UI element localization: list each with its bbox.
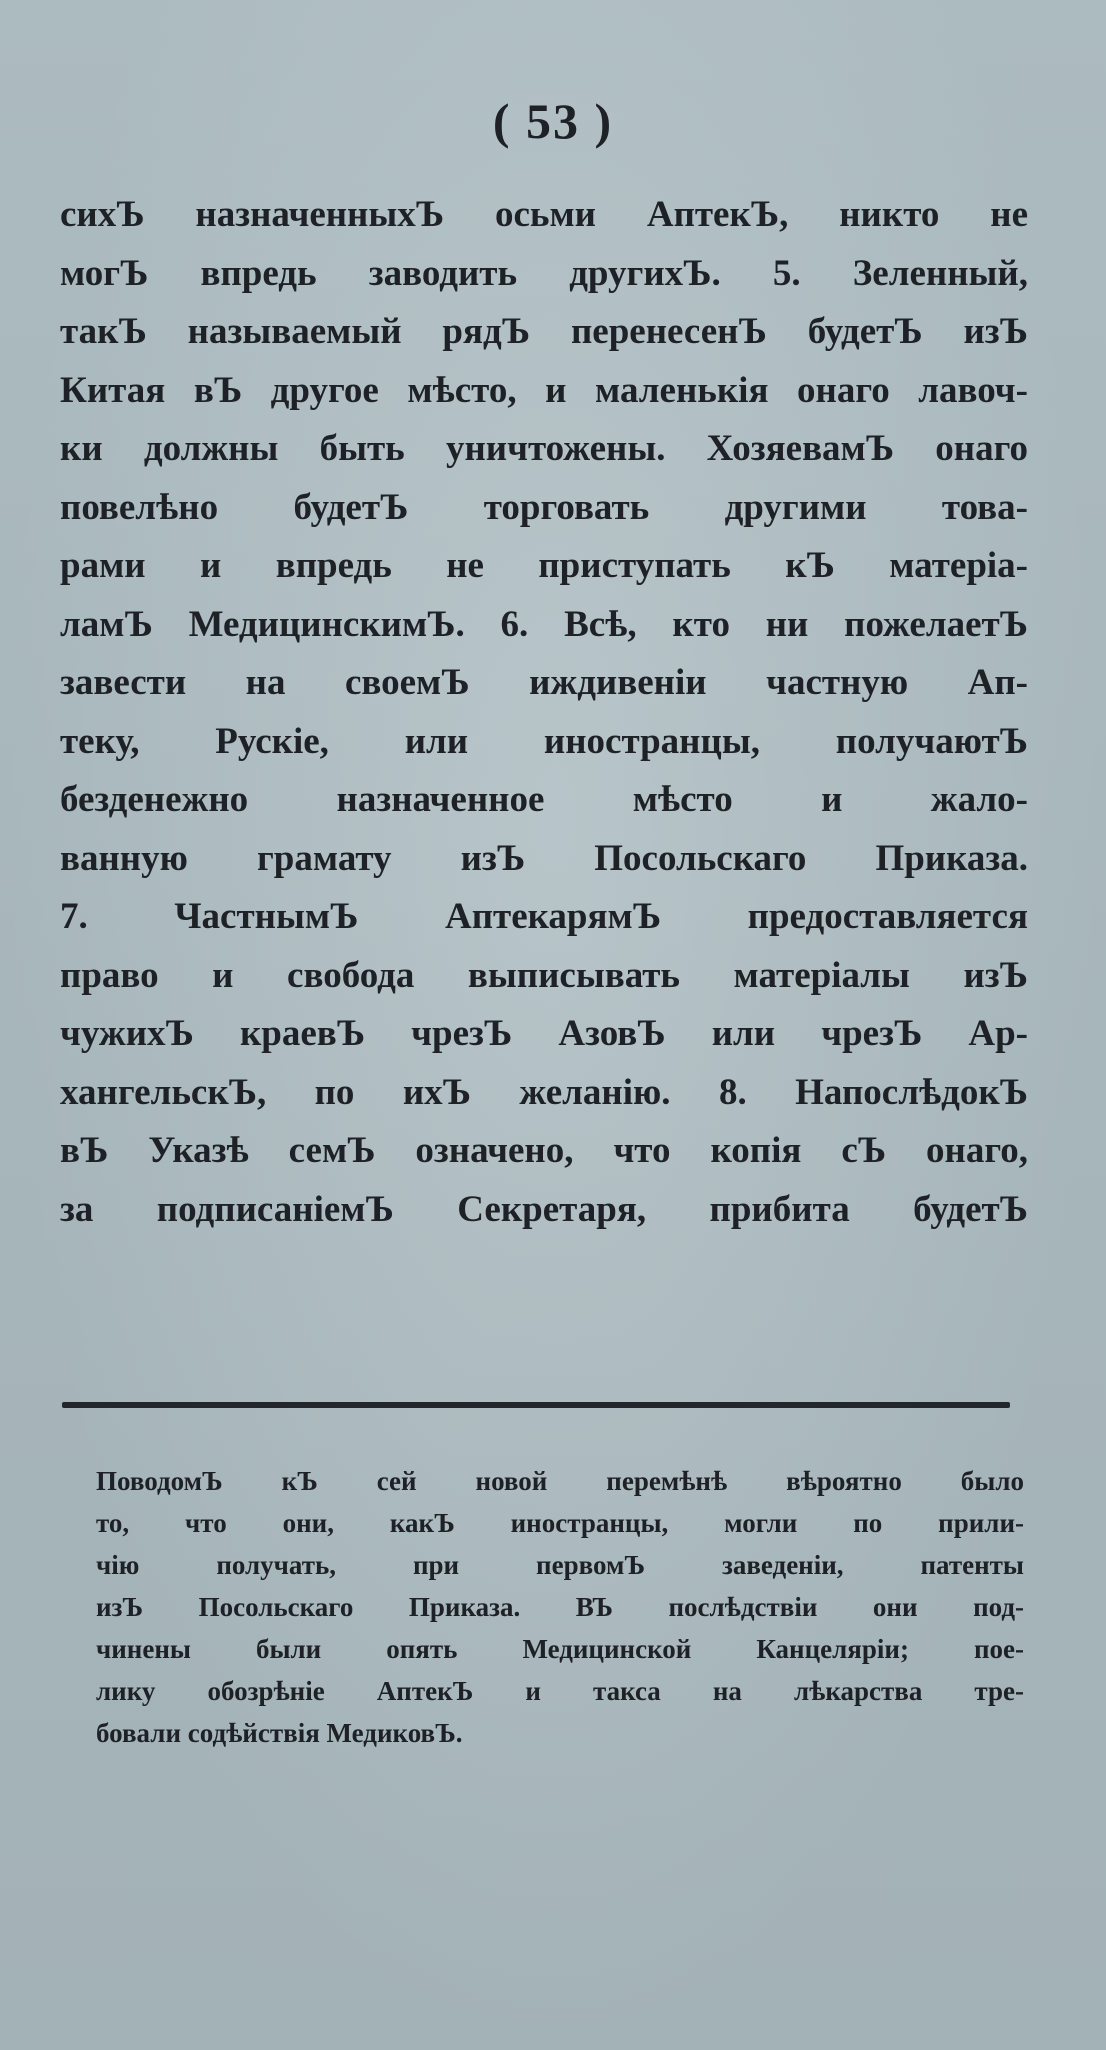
text-line: могЪ впредь заводить другихЪ. 5. Зеленный, xyxy=(60,252,1028,294)
text-line: завести на своемЪ иждивеніи частную Ап- xyxy=(60,662,1028,703)
text-line: такЪ называемый рядЪ перенесенЪ будетЪ изЪ xyxy=(60,311,1028,352)
footnote-line: бовали содѣйствія МедиковЪ. xyxy=(96,1718,463,1748)
text-line: право и свобода выписывать матеріалы изЪ xyxy=(60,954,1028,996)
text-line: безденежно назначенное мѣсто и жало- xyxy=(60,779,1028,820)
footnote-line: изЪ Посольскаго Приказа. ВЪ послѣдствіи они под- xyxy=(96,1592,1024,1622)
footnote-line: ПоводомЪ кЪ сей новой перемѣнѣ вѣроятно было xyxy=(96,1466,1024,1496)
text-line: теку, Рускіе, или иностранцы, получаютЪ xyxy=(60,720,1028,762)
footnote-line: чинены были опять Медицинской Канцеляріи; пое- xyxy=(96,1634,1024,1664)
footnote-line: то, что они, какЪ иностранцы, могли по прили- xyxy=(96,1508,1024,1538)
text-line: хангельскЪ, по ихЪ желанію. 8. НапослѣдокЪ xyxy=(60,1071,1028,1113)
text-line: за подписаніемЪ Секретаря, прибита будетЪ xyxy=(60,1188,1028,1230)
footnote-line: чію получать, при первомЪ заведеніи, патенты xyxy=(96,1550,1024,1580)
text-line: Китая вЪ другое мѣсто, и маленькія онаго лавоч- xyxy=(60,369,1028,411)
text-line: ламЪ МедицинскимЪ. 6. Всѣ, кто ни пожелаетЪ xyxy=(60,603,1028,645)
footnote-divider xyxy=(62,1402,1010,1408)
main-text-block xyxy=(60,186,1028,1239)
text-line: сихЪ назначенныхЪ осьми АптекЪ, никто не xyxy=(60,194,1028,235)
footnote-block xyxy=(96,1460,1024,1754)
text-line: вЪ Указѣ семЪ означено, что копія сЪ онаго, xyxy=(60,1130,1028,1171)
text-line: чужихЪ краевЪ чрезЪ АзовЪ или чрезЪ Ар- xyxy=(60,1013,1028,1054)
footnote-line: лику обозрѣніе АптекЪ и такса на лѣкарства тре- xyxy=(96,1676,1024,1706)
text-line: 7. ЧастнымЪ АптекарямЪ предоставляется xyxy=(60,896,1028,937)
text-line: рами и впредь не приступать кЪ матеріа- xyxy=(60,545,1028,586)
page-number: ( 53 ) xyxy=(492,93,614,149)
text-line: ванную грамату изЪ Посольскаго Приказа. xyxy=(60,837,1028,879)
text-line: ки должны быть уничтожены. ХозяевамЪ онаго xyxy=(60,428,1028,469)
text-line: повелѣно будетЪ торговать другими това- xyxy=(60,486,1028,528)
